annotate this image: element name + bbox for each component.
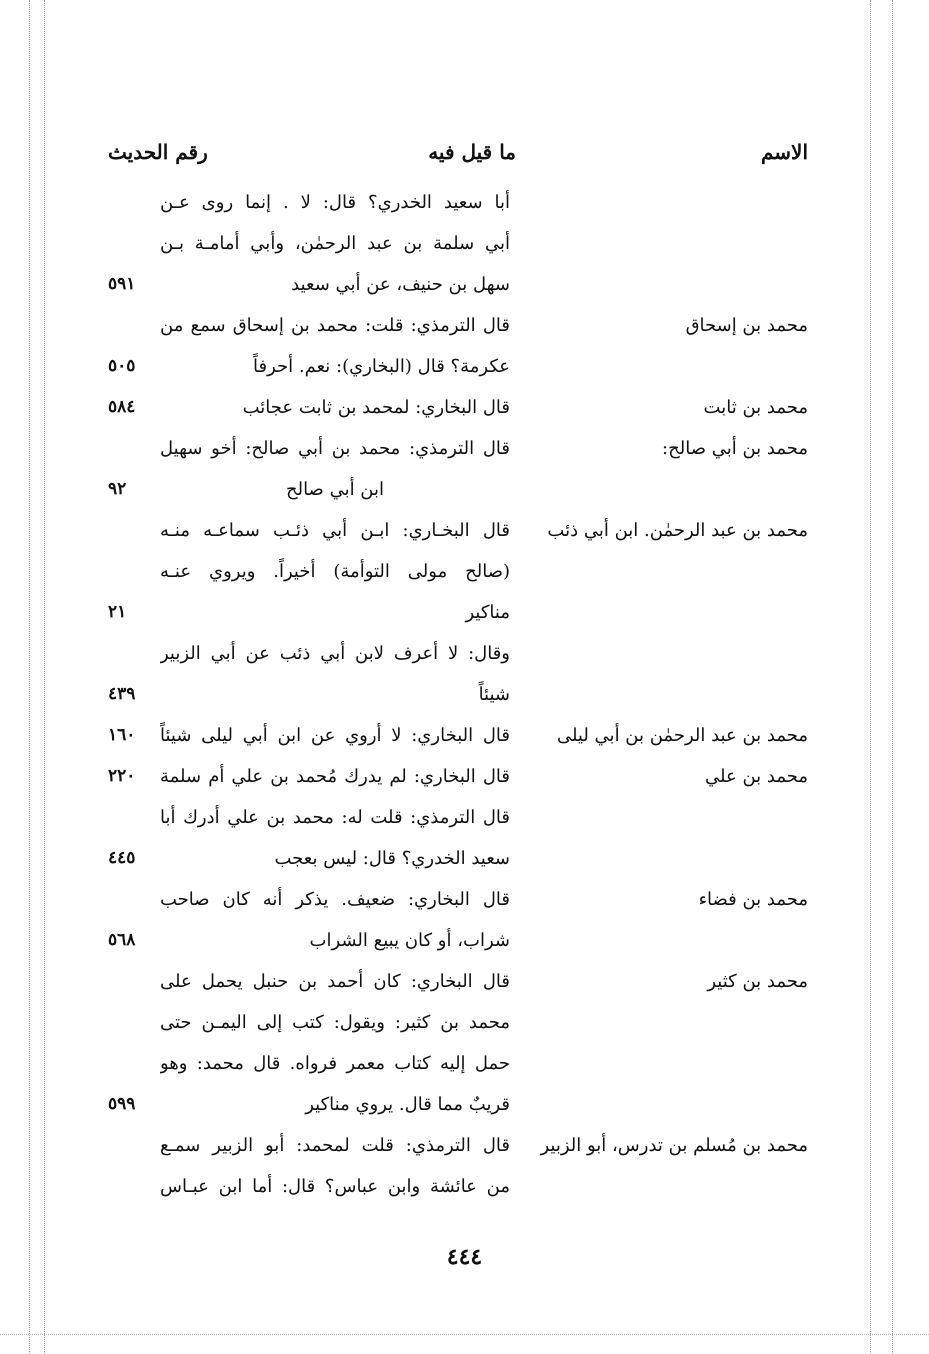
table-row	[108, 633, 808, 674]
table-row	[108, 797, 808, 838]
narrator-comment: قال الترمذي: قلت: محمد بن إسحاق سمع من	[160, 315, 510, 336]
narrator-name: محمد بن فضاء	[698, 889, 808, 910]
hadith-number: ٥٨٤	[108, 397, 136, 417]
narrator-comment: قال البخاري: كان أحمد بن حنبل يحمل على	[160, 971, 510, 992]
narrator-comment: أبا سعيد الخدري؟ قال: لا . إنما روى عـن	[160, 192, 510, 213]
narrator-comment: ابن أبي صالح	[285, 479, 385, 500]
hadith-number: ١٦٠	[108, 725, 136, 745]
scan-edge-line-right-outer	[892, 0, 893, 1354]
table-body	[108, 182, 808, 1207]
table-row	[108, 264, 808, 305]
narrator-name: محمد بن كثير	[707, 971, 808, 992]
narrator-comment: من عائشة وابن عباس؟ قال: أما ابن عبـاس	[160, 1176, 510, 1197]
table-row	[108, 961, 808, 1002]
scan-edge-line-left-inner	[44, 0, 45, 1354]
table-row	[108, 1084, 808, 1125]
table-row	[108, 1002, 808, 1043]
hadith-number: ٥٩١	[108, 274, 136, 294]
narrator-comment: سهل بن حنيف، عن أبي سعيد	[291, 274, 510, 295]
table-row	[108, 592, 808, 633]
scan-edge-line-right	[870, 0, 871, 1354]
narrator-comment: قال الترمذي: قلت لمحمد: أبو الزبير سمـع	[160, 1135, 510, 1156]
table-row	[108, 469, 808, 510]
narrator-comment: سعيد الخدري؟ قال: ليس بعجب	[274, 848, 510, 869]
hadith-number: ٢٢٠	[108, 766, 136, 786]
narrator-name: محمد بن إسحاق	[685, 315, 808, 336]
narrator-name: محمد بن مُسلم بن تدرس، أبو الزبير	[540, 1135, 808, 1156]
narrator-comment: مناكير	[465, 602, 510, 623]
narrator-name: محمد بن أبي صالح:	[662, 438, 808, 459]
hadith-number: ٤٤٥	[108, 848, 136, 868]
narrator-name: محمد بن علي	[705, 766, 808, 787]
table-row	[108, 428, 808, 469]
narrator-comment: قال البخـاري: ابـن أبي ذئـب سماعـه منـه	[160, 520, 510, 541]
narrator-comment: قريبٌ مما قال. يروي مناكير	[305, 1094, 510, 1115]
hadith-number: ٤٣٩	[108, 684, 136, 704]
narrator-comment: قال البخاري: لمحمد بن ثابت عجائب	[242, 397, 510, 418]
narrator-comment: قال البخاري: ضعيف. يذكر أنه كان صاحب	[160, 889, 510, 910]
narrator-comment: شيئاً	[478, 684, 510, 705]
table-row	[108, 551, 808, 592]
scan-edge-line-left	[29, 0, 30, 1354]
hadith-number: ٥٠٥	[108, 356, 136, 376]
narrator-comment: قال الترمذي: محمد بن أبي صالح: أخو سهيل	[160, 438, 510, 459]
table-row	[108, 346, 808, 387]
narrator-comment: وقال: لا أعرف لابن أبي ذئب عن أبي الزبير	[160, 643, 510, 664]
table-row	[108, 715, 808, 756]
hadith-number: ٩٢	[108, 479, 127, 499]
table-row	[108, 1043, 808, 1084]
narrator-comment: قال الترمذي: قلت له: محمد بن علي أدرك أبا	[160, 807, 510, 828]
narrator-comment: محمد بن كثير: ويقول: كتب إلى اليمـن حتى	[160, 1012, 510, 1033]
document-page	[108, 140, 808, 1207]
narrator-comment: قال البخاري: لا أروي عن ابن أبي ليلى شيئاً	[160, 725, 510, 746]
table-row	[108, 510, 808, 551]
narrator-name: محمد بن عبد الرحمٰن. ابن أبي ذئب	[547, 520, 808, 541]
column-header-hadith-number: رقم الحديث	[108, 140, 208, 164]
table-row	[108, 920, 808, 961]
column-header-name: الاسم	[760, 140, 808, 164]
narrator-comment: (صالح مولى التوأمة) أخيراً. ويروي عنـه	[160, 561, 510, 582]
hadith-number: ٢١	[108, 602, 127, 622]
table-row	[108, 182, 808, 223]
table-row	[108, 879, 808, 920]
table-row	[108, 1125, 808, 1166]
table-row	[108, 674, 808, 715]
narrator-name: محمد بن ثابت	[703, 397, 808, 418]
table-row	[108, 838, 808, 879]
hadith-number: ٥٦٨	[108, 930, 136, 950]
narrator-comment: قال البخاري: لم يدرك مُحمد بن علي أم سلمة	[160, 766, 510, 787]
narrator-comment: حمل إليه كتاب معمر فرواه. قال محمد: وهو	[160, 1053, 510, 1074]
column-header-said: ما قيل فيه	[428, 140, 516, 164]
table-row	[108, 305, 808, 346]
table-row	[108, 756, 808, 797]
narrator-comment: أبي سلمة بن عبد الرحمٰن، وأبي أمامـة بـن	[160, 233, 510, 254]
hadith-number: ٥٩٩	[108, 1094, 136, 1114]
narrator-name: محمد بن عبد الرحمٰن بن أبي ليلى	[556, 725, 808, 746]
page-number: ٤٤٤	[446, 1244, 483, 1270]
narrator-comment: شراب، أو كان يبيع الشراب	[309, 930, 510, 951]
table-row	[108, 223, 808, 264]
scan-edge-line-bottom	[0, 1334, 929, 1335]
narrator-comment: عكرمة؟ قال (البخاري): نعم. أحرفاً	[253, 356, 510, 377]
table-header	[108, 140, 808, 182]
table-row	[108, 387, 808, 428]
table-row	[108, 1166, 808, 1207]
